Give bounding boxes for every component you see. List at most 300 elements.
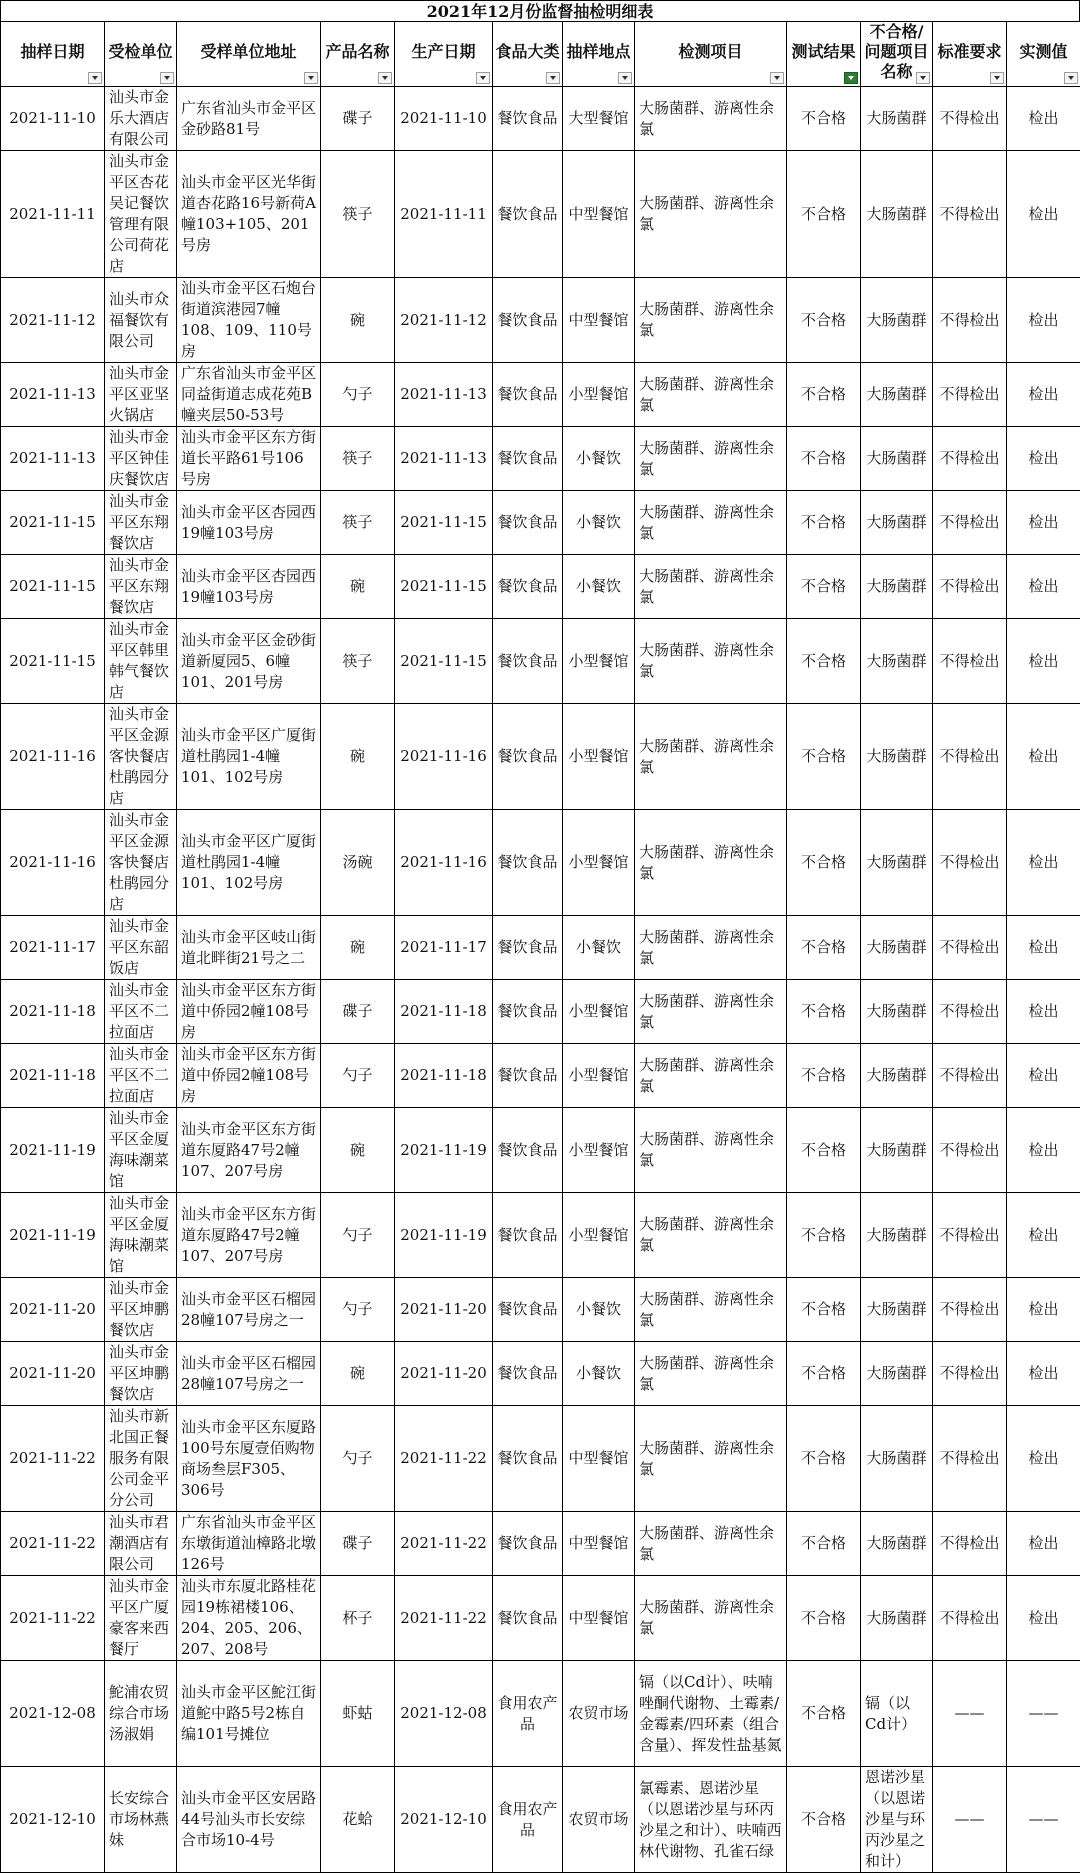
sampling-site-cell[interactable]: 小型餐馆	[563, 704, 635, 810]
test-items-cell[interactable]: 大肠菌群、游离性余氯	[635, 555, 787, 619]
inspected-unit-cell[interactable]: 汕头市金平区坤鹏餐饮店	[105, 1278, 177, 1342]
product-name-cell[interactable]: 勺子	[321, 1044, 395, 1108]
header-cell: 检测项目	[635, 22, 787, 87]
product-name-cell[interactable]: 筷子	[321, 151, 395, 278]
filter-dropdown-icon[interactable]	[304, 72, 318, 84]
production-date-cell[interactable]: 2021-11-16	[395, 704, 493, 810]
sampling-site-cell[interactable]: 小餐饮	[563, 1278, 635, 1342]
table-row	[1, 916, 1080, 980]
failed-item-cell[interactable]: 大肠菌群	[861, 1108, 933, 1193]
production-date-cell[interactable]: 2021-12-08	[395, 1661, 493, 1767]
test-items-cell[interactable]: 大肠菌群、游离性余氯	[635, 1108, 787, 1193]
header-cell: 生产日期	[395, 22, 493, 87]
standard-cell[interactable]: 不得检出	[933, 1512, 1007, 1576]
table-row	[1, 87, 1080, 151]
production-date-cell[interactable]: 2021-11-12	[395, 278, 493, 363]
inspected-unit-cell[interactable]: 汕头市金平区金源客快餐店杜鹃园分店	[105, 704, 177, 810]
product-name-cell[interactable]: 碟子	[321, 980, 395, 1044]
measured-value-cell[interactable]: 检出	[1007, 555, 1080, 619]
standard-cell[interactable]: 不得检出	[933, 1342, 1007, 1406]
sampling-site-cell[interactable]: 小餐饮	[563, 427, 635, 491]
address-cell[interactable]: 广东省汕头市金平区金砂路81号	[177, 87, 321, 151]
standard-cell[interactable]: ——	[933, 1661, 1007, 1767]
table-row	[1, 1193, 1080, 1278]
production-date-cell[interactable]: 2021-11-15	[395, 619, 493, 704]
product-name-cell[interactable]: 碟子	[321, 87, 395, 151]
sampling-site-cell[interactable]: 小餐饮	[563, 916, 635, 980]
failed-item-cell[interactable]: 大肠菌群	[861, 363, 933, 427]
test-items-cell[interactable]: 氯霉素、恩诺沙星（以恩诺沙星与环丙沙星之和计）、呋喃西林代谢物、孔雀石绿	[635, 1767, 787, 1873]
test-result-cell[interactable]: 不合格	[787, 555, 861, 619]
test-result-cell[interactable]: 不合格	[787, 1406, 861, 1512]
production-date-cell[interactable]: 2021-11-15	[395, 555, 493, 619]
sampling-site-cell[interactable]: 中型餐馆	[563, 151, 635, 278]
sampling-site-cell[interactable]: 小餐饮	[563, 555, 635, 619]
sampling-date-cell[interactable]: 2021-11-18	[1, 980, 105, 1044]
test-result-cell[interactable]: 不合格	[787, 810, 861, 916]
sampling-site-cell[interactable]: 大型餐馆	[563, 87, 635, 151]
standard-cell[interactable]: 不得检出	[933, 619, 1007, 704]
food-category-cell[interactable]: 餐饮食品	[493, 278, 563, 363]
failed-item-cell[interactable]: 大肠菌群	[861, 87, 933, 151]
address-cell[interactable]: 汕头市金平区光华街道杏花路16号新荷A幢103+105、201号房	[177, 151, 321, 278]
address-cell[interactable]: 广东省汕头市金平区东墩街道汕樟路北墩126号	[177, 1512, 321, 1576]
inspected-unit-cell[interactable]: 汕头市金平区东翔餐饮店	[105, 491, 177, 555]
test-result-cell[interactable]: 不合格	[787, 916, 861, 980]
product-name-cell[interactable]: 筷子	[321, 427, 395, 491]
test-items-cell[interactable]: 大肠菌群、游离性余氯	[635, 704, 787, 810]
sampling-date-cell[interactable]: 2021-11-20	[1, 1342, 105, 1406]
address-cell[interactable]: 汕头市金平区金砂街道新厦园5、6幢101、201号房	[177, 619, 321, 704]
test-items-cell[interactable]: 大肠菌群、游离性余氯	[635, 1512, 787, 1576]
address-cell[interactable]: 汕头市金平区东方街道中侨园2幢108号房	[177, 1044, 321, 1108]
filter-dropdown-icon[interactable]	[546, 72, 560, 84]
sampling-site-cell[interactable]: 小餐饮	[563, 491, 635, 555]
production-date-cell[interactable]: 2021-11-18	[395, 980, 493, 1044]
inspected-unit-cell[interactable]: 汕头市金平区不二拉面店	[105, 1044, 177, 1108]
production-date-cell[interactable]: 2021-11-11	[395, 151, 493, 278]
test-result-cell[interactable]: 不合格	[787, 1278, 861, 1342]
address-cell[interactable]: 广东省汕头市金平区同益街道志成花苑B幢夹层50-53号	[177, 363, 321, 427]
table-row	[1, 1108, 1080, 1193]
failed-item-cell[interactable]: 大肠菌群	[861, 1406, 933, 1512]
product-name-cell[interactable]: 筷子	[321, 491, 395, 555]
product-name-cell[interactable]: 碗	[321, 916, 395, 980]
production-date-cell[interactable]: 2021-11-13	[395, 363, 493, 427]
inspected-unit-cell[interactable]: 汕头市金平区钟佳庆餐饮店	[105, 427, 177, 491]
address-cell[interactable]: 汕头市金平区石榴园28幢107号房之一	[177, 1342, 321, 1406]
product-name-cell[interactable]: 碗	[321, 1108, 395, 1193]
sampling-date-cell[interactable]: 2021-12-10	[1, 1767, 105, 1873]
failed-item-cell[interactable]: 大肠菌群	[861, 810, 933, 916]
standard-cell[interactable]: 不得检出	[933, 1406, 1007, 1512]
address-cell[interactable]: 汕头市金平区东厦路100号东厦壹佰购物商场叁层F305、306号	[177, 1406, 321, 1512]
address-cell[interactable]: 汕头市东厦北路桂花园19栋裙楼106、204、205、206、207、208号	[177, 1576, 321, 1661]
table-row	[1, 1767, 1080, 1873]
table-row	[1, 704, 1080, 810]
food-category-cell[interactable]: 餐饮食品	[493, 916, 563, 980]
table-row	[1, 810, 1080, 916]
test-items-cell[interactable]: 大肠菌群、游离性余氯	[635, 1406, 787, 1512]
sampling-date-cell[interactable]: 2021-11-17	[1, 916, 105, 980]
production-date-cell[interactable]: 2021-11-22	[395, 1512, 493, 1576]
sampling-site-cell[interactable]: 小型餐馆	[563, 980, 635, 1044]
food-category-cell[interactable]: 餐饮食品	[493, 555, 563, 619]
sampling-site-cell[interactable]: 小型餐馆	[563, 619, 635, 704]
production-date-cell[interactable]: 2021-11-17	[395, 916, 493, 980]
address-cell[interactable]: 汕头市金平区鮀江街道鮀中路5号2栋自编101号摊位	[177, 1661, 321, 1767]
food-category-cell[interactable]: 餐饮食品	[493, 810, 563, 916]
food-category-cell[interactable]: 餐饮食品	[493, 1278, 563, 1342]
test-items-cell[interactable]: 大肠菌群、游离性余氯	[635, 278, 787, 363]
food-category-cell[interactable]: 餐饮食品	[493, 1576, 563, 1661]
failed-item-cell[interactable]: 大肠菌群	[861, 427, 933, 491]
test-items-cell[interactable]: 大肠菌群、游离性余氯	[635, 980, 787, 1044]
measured-value-cell[interactable]: 检出	[1007, 1108, 1080, 1193]
failed-item-cell[interactable]: 大肠菌群	[861, 491, 933, 555]
filter-dropdown-icon[interactable]	[378, 72, 392, 84]
inspected-unit-cell[interactable]: 鮀浦农贸综合市场汤淑娟	[105, 1661, 177, 1767]
header-cell: 食品大类	[493, 22, 563, 87]
sampling-site-cell[interactable]: 小型餐馆	[563, 363, 635, 427]
failed-item-cell[interactable]: 大肠菌群	[861, 278, 933, 363]
sampling-site-cell[interactable]: 中型餐馆	[563, 1576, 635, 1661]
test-result-cell[interactable]: 不合格	[787, 1661, 861, 1767]
test-result-cell[interactable]: 不合格	[787, 278, 861, 363]
sampling-date-cell[interactable]: 2021-11-16	[1, 704, 105, 810]
sampling-date-cell[interactable]: 2021-11-19	[1, 1108, 105, 1193]
measured-value-cell[interactable]: 检出	[1007, 916, 1080, 980]
test-result-cell[interactable]: 不合格	[787, 980, 861, 1044]
test-items-cell[interactable]: 大肠菌群、游离性余氯	[635, 427, 787, 491]
product-name-cell[interactable]: 汤碗	[321, 810, 395, 916]
standard-cell[interactable]: 不得检出	[933, 916, 1007, 980]
failed-item-cell[interactable]: 镉（以Cd计）	[861, 1661, 933, 1767]
sampling-date-cell[interactable]: 2021-11-16	[1, 810, 105, 916]
failed-item-cell[interactable]: 大肠菌群	[861, 1512, 933, 1576]
test-result-cell[interactable]: 不合格	[787, 427, 861, 491]
test-items-cell[interactable]: 大肠菌群、游离性余氯	[635, 491, 787, 555]
measured-value-cell[interactable]: ——	[1007, 1767, 1080, 1873]
food-category-cell[interactable]: 餐饮食品	[493, 1044, 563, 1108]
table-row	[1, 1278, 1080, 1342]
address-cell[interactable]: 汕头市金平区安居路44号汕头市长安综合市场10-4号	[177, 1767, 321, 1873]
food-category-cell[interactable]: 餐饮食品	[493, 619, 563, 704]
failed-item-cell[interactable]: 大肠菌群	[861, 1576, 933, 1661]
failed-item-cell[interactable]: 大肠菌群	[861, 1044, 933, 1108]
sampling-date-cell[interactable]: 2021-11-15	[1, 491, 105, 555]
test-items-cell[interactable]: 大肠菌群、游离性余氯	[635, 810, 787, 916]
sampling-date-cell[interactable]: 2021-11-12	[1, 278, 105, 363]
table-row	[1, 980, 1080, 1044]
sampling-date-cell[interactable]: 2021-11-10	[1, 87, 105, 151]
production-date-cell[interactable]: 2021-11-16	[395, 810, 493, 916]
table-row	[1, 619, 1080, 704]
sampling-date-cell[interactable]: 2021-11-18	[1, 1044, 105, 1108]
inspected-unit-cell[interactable]: 汕头市金平区金源客快餐店杜鹃园分店	[105, 810, 177, 916]
table-row	[1, 491, 1080, 555]
production-date-cell[interactable]: 2021-11-22	[395, 1406, 493, 1512]
filter-dropdown-icon[interactable]	[1064, 72, 1078, 84]
test-result-cell[interactable]: 不合格	[787, 1193, 861, 1278]
inspected-unit-cell[interactable]: 汕头市君潮酒店有限公司	[105, 1512, 177, 1576]
sampling-date-cell[interactable]: 2021-11-22	[1, 1406, 105, 1512]
inspected-unit-cell[interactable]: 汕头市金平区东韶饭店	[105, 916, 177, 980]
standard-cell[interactable]: 不得检出	[933, 363, 1007, 427]
production-date-cell[interactable]: 2021-11-15	[395, 491, 493, 555]
sampling-site-cell[interactable]: 小餐饮	[563, 1342, 635, 1406]
test-result-cell[interactable]: 不合格	[787, 151, 861, 278]
production-date-cell[interactable]: 2021-11-22	[395, 1576, 493, 1661]
product-name-cell[interactable]: 勺子	[321, 363, 395, 427]
food-category-cell[interactable]: 餐饮食品	[493, 1406, 563, 1512]
test-result-cell[interactable]: 不合格	[787, 1512, 861, 1576]
food-category-cell[interactable]: 餐饮食品	[493, 151, 563, 278]
filter-dropdown-icon[interactable]	[990, 72, 1004, 84]
measured-value-cell[interactable]: 检出	[1007, 1576, 1080, 1661]
failed-item-cell[interactable]: 大肠菌群	[861, 1193, 933, 1278]
standard-cell[interactable]: 不得检出	[933, 87, 1007, 151]
inspected-unit-cell[interactable]: 汕头市金乐大酒店有限公司	[105, 87, 177, 151]
failed-item-cell[interactable]: 大肠菌群	[861, 704, 933, 810]
product-name-cell[interactable]: 虾蛄	[321, 1661, 395, 1767]
test-items-cell[interactable]: 大肠菌群、游离性余氯	[635, 1278, 787, 1342]
measured-value-cell[interactable]: 检出	[1007, 1512, 1080, 1576]
table-row	[1, 1406, 1080, 1512]
sampling-site-cell[interactable]: 中型餐馆	[563, 1406, 635, 1512]
standard-cell[interactable]: 不得检出	[933, 1278, 1007, 1342]
failed-item-cell[interactable]: 大肠菌群	[861, 619, 933, 704]
test-result-cell[interactable]: 不合格	[787, 363, 861, 427]
standard-cell[interactable]: ——	[933, 1767, 1007, 1873]
product-name-cell[interactable]: 筷子	[321, 619, 395, 704]
test-items-cell[interactable]: 大肠菌群、游离性余氯	[635, 916, 787, 980]
food-category-cell[interactable]: 食用农产品	[493, 1767, 563, 1873]
test-result-cell[interactable]: 不合格	[787, 1108, 861, 1193]
test-items-cell[interactable]: 大肠菌群、游离性余氯	[635, 1193, 787, 1278]
measured-value-cell[interactable]: 检出	[1007, 427, 1080, 491]
measured-value-cell[interactable]: 检出	[1007, 1044, 1080, 1108]
standard-cell[interactable]: 不得检出	[933, 704, 1007, 810]
table-row	[1, 278, 1080, 363]
filter-dropdown-icon[interactable]	[88, 72, 102, 84]
inspected-unit-cell[interactable]: 汕头市众福餐饮有限公司	[105, 278, 177, 363]
sampling-date-cell[interactable]: 2021-11-20	[1, 1278, 105, 1342]
address-cell[interactable]: 汕头市金平区广厦街道杜鹃园1-4幢101、102号房	[177, 704, 321, 810]
test-result-cell[interactable]: 不合格	[787, 87, 861, 151]
filter-dropdown-icon[interactable]	[618, 72, 632, 84]
sampling-date-cell[interactable]: 2021-11-13	[1, 427, 105, 491]
production-date-cell[interactable]: 2021-11-19	[395, 1193, 493, 1278]
test-items-cell[interactable]: 大肠菌群、游离性余氯	[635, 1044, 787, 1108]
header-cell: 受样单位地址	[177, 22, 321, 87]
address-cell[interactable]: 汕头市金平区石炮台街道滨港园7幢108、109、110号房	[177, 278, 321, 363]
address-cell[interactable]: 汕头市金平区杏园西19幢103号房	[177, 555, 321, 619]
inspected-unit-cell[interactable]: 汕头市金平区韩里韩气餐饮店	[105, 619, 177, 704]
food-category-cell[interactable]: 餐饮食品	[493, 491, 563, 555]
inspected-unit-cell[interactable]: 汕头市金平区杏花吴记餐饮管理有限公司荷花店	[105, 151, 177, 278]
measured-value-cell[interactable]: 检出	[1007, 980, 1080, 1044]
measured-value-cell[interactable]: 检出	[1007, 1193, 1080, 1278]
standard-cell[interactable]: 不得检出	[933, 151, 1007, 278]
sampling-date-cell[interactable]: 2021-11-13	[1, 363, 105, 427]
sampling-site-cell[interactable]: 小型餐馆	[563, 1044, 635, 1108]
sampling-site-cell[interactable]: 小型餐馆	[563, 810, 635, 916]
sampling-date-cell[interactable]: 2021-11-15	[1, 619, 105, 704]
test-result-cell[interactable]: 不合格	[787, 1767, 861, 1873]
test-items-cell[interactable]: 大肠菌群、游离性余氯	[635, 151, 787, 278]
inspected-unit-cell[interactable]: 汕头市金平区广厦豪客来西餐厅	[105, 1576, 177, 1661]
standard-cell[interactable]: 不得检出	[933, 278, 1007, 363]
table-row	[1, 427, 1080, 491]
test-items-cell[interactable]: 大肠菌群、游离性余氯	[635, 619, 787, 704]
measured-value-cell[interactable]: 检出	[1007, 278, 1080, 363]
address-cell[interactable]: 汕头市金平区杏园西19幢103号房	[177, 491, 321, 555]
test-items-cell[interactable]: 大肠菌群、游离性余氯	[635, 1342, 787, 1406]
filter-dropdown-icon[interactable]	[160, 72, 174, 84]
measured-value-cell[interactable]: 检出	[1007, 151, 1080, 278]
header-cell: 产品名称	[321, 22, 395, 87]
standard-cell[interactable]: 不得检出	[933, 1193, 1007, 1278]
header-cell: 实测值	[1007, 22, 1080, 87]
sampling-site-cell[interactable]: 小型餐馆	[563, 1108, 635, 1193]
failed-item-cell[interactable]: 大肠菌群	[861, 1278, 933, 1342]
food-category-cell[interactable]: 餐饮食品	[493, 1512, 563, 1576]
product-name-cell[interactable]: 杯子	[321, 1576, 395, 1661]
inspected-unit-cell[interactable]: 汕头市金平区不二拉面店	[105, 980, 177, 1044]
address-cell[interactable]: 汕头市金平区东方街道东厦路47号2幢107、207号房	[177, 1108, 321, 1193]
product-name-cell[interactable]: 碟子	[321, 1512, 395, 1576]
production-date-cell[interactable]: 2021-11-13	[395, 427, 493, 491]
sampling-site-cell[interactable]: 中型餐馆	[563, 278, 635, 363]
product-name-cell[interactable]: 花蛤	[321, 1767, 395, 1873]
production-date-cell[interactable]: 2021-11-20	[395, 1278, 493, 1342]
address-cell[interactable]: 汕头市金平区岐山街道北畔街21号之二	[177, 916, 321, 980]
address-cell[interactable]: 汕头市金平区石榴园28幢107号房之一	[177, 1278, 321, 1342]
failed-item-cell[interactable]: 大肠菌群	[861, 555, 933, 619]
product-name-cell[interactable]: 碗	[321, 555, 395, 619]
measured-value-cell[interactable]: 检出	[1007, 1406, 1080, 1512]
product-name-cell[interactable]: 勺子	[321, 1193, 395, 1278]
sampling-date-cell[interactable]: 2021-11-11	[1, 151, 105, 278]
food-category-cell[interactable]: 餐饮食品	[493, 1193, 563, 1278]
production-date-cell[interactable]: 2021-11-20	[395, 1342, 493, 1406]
test-items-cell[interactable]: 大肠菌群、游离性余氯	[635, 363, 787, 427]
table-row	[1, 1342, 1080, 1406]
food-category-cell[interactable]: 餐饮食品	[493, 427, 563, 491]
inspected-unit-cell[interactable]: 汕头市金平区东翔餐饮店	[105, 555, 177, 619]
measured-value-cell[interactable]: 检出	[1007, 704, 1080, 810]
food-category-cell[interactable]: 餐饮食品	[493, 980, 563, 1044]
measured-value-cell[interactable]: ——	[1007, 1661, 1080, 1767]
standard-cell[interactable]: 不得检出	[933, 1044, 1007, 1108]
test-result-cell[interactable]: 不合格	[787, 619, 861, 704]
test-items-cell[interactable]: 大肠菌群、游离性余氯	[635, 87, 787, 151]
filter-dropdown-icon[interactable]	[916, 72, 930, 84]
failed-item-cell[interactable]: 大肠菌群	[861, 1342, 933, 1406]
food-category-cell[interactable]: 餐饮食品	[493, 87, 563, 151]
product-name-cell[interactable]: 勺子	[321, 1278, 395, 1342]
failed-item-cell[interactable]: 大肠菌群	[861, 916, 933, 980]
measured-value-cell[interactable]: 检出	[1007, 619, 1080, 704]
standard-cell[interactable]: 不得检出	[933, 427, 1007, 491]
sampling-site-cell[interactable]: 中型餐馆	[563, 1512, 635, 1576]
production-date-cell[interactable]: 2021-11-10	[395, 87, 493, 151]
sampling-date-cell[interactable]: 2021-11-22	[1, 1512, 105, 1576]
product-name-cell[interactable]: 碗	[321, 278, 395, 363]
product-name-cell[interactable]: 碗	[321, 1342, 395, 1406]
sampling-site-cell[interactable]: 农贸市场	[563, 1767, 635, 1873]
address-cell[interactable]: 汕头市金平区广厦街道杜鹃园1-4幢101、102号房	[177, 810, 321, 916]
measured-value-cell[interactable]: 检出	[1007, 810, 1080, 916]
sampling-site-cell[interactable]: 农贸市场	[563, 1661, 635, 1767]
test-result-cell[interactable]: 不合格	[787, 491, 861, 555]
production-date-cell[interactable]: 2021-11-18	[395, 1044, 493, 1108]
food-category-cell[interactable]: 餐饮食品	[493, 704, 563, 810]
failed-item-cell[interactable]: 大肠菌群	[861, 980, 933, 1044]
test-result-cell[interactable]: 不合格	[787, 1044, 861, 1108]
test-items-cell[interactable]: 镉（以Cd计）、呋喃唑酮代谢物、土霉素/金霉素/四环素（组合含量）、挥发性盐基氮	[635, 1661, 787, 1767]
product-name-cell[interactable]: 勺子	[321, 1406, 395, 1512]
inspected-unit-cell[interactable]: 长安综合市场林燕妹	[105, 1767, 177, 1873]
measured-value-cell[interactable]: 检出	[1007, 1342, 1080, 1406]
address-cell[interactable]: 汕头市金平区东方街道东厦路47号2幢107、207号房	[177, 1193, 321, 1278]
test-result-cell[interactable]: 不合格	[787, 704, 861, 810]
measured-value-cell[interactable]: 检出	[1007, 1278, 1080, 1342]
inspected-unit-cell[interactable]: 汕头市金平区金厦海味潮菜馆	[105, 1193, 177, 1278]
failed-item-cell[interactable]: 大肠菌群	[861, 151, 933, 278]
food-category-cell[interactable]: 餐饮食品	[493, 363, 563, 427]
standard-cell[interactable]: 不得检出	[933, 1576, 1007, 1661]
address-cell[interactable]: 汕头市金平区东方街道中侨园2幢108号房	[177, 980, 321, 1044]
address-cell[interactable]: 汕头市金平区东方街道长平路61号106号房	[177, 427, 321, 491]
sampling-date-cell[interactable]: 2021-12-08	[1, 1661, 105, 1767]
food-category-cell[interactable]: 餐饮食品	[493, 1108, 563, 1193]
standard-cell[interactable]: 不得检出	[933, 980, 1007, 1044]
food-category-cell[interactable]: 食用农产品	[493, 1661, 563, 1767]
filter-dropdown-icon[interactable]	[476, 72, 490, 84]
filter-dropdown-icon[interactable]	[770, 72, 784, 84]
food-category-cell[interactable]: 餐饮食品	[493, 1342, 563, 1406]
header-cell: 抽样地点	[563, 22, 635, 87]
sampling-site-cell[interactable]: 小型餐馆	[563, 1193, 635, 1278]
standard-cell[interactable]: 不得检出	[933, 1108, 1007, 1193]
product-name-cell[interactable]: 碗	[321, 704, 395, 810]
production-date-cell[interactable]: 2021-11-19	[395, 1108, 493, 1193]
failed-item-cell[interactable]: 恩诺沙星（以恩诺沙星与环丙沙星之和计）	[861, 1767, 933, 1873]
header-cell: 受检单位	[105, 22, 177, 87]
production-date-cell[interactable]: 2021-12-10	[395, 1767, 493, 1873]
inspected-unit-cell[interactable]: 汕头市金平区金厦海味潮菜馆	[105, 1108, 177, 1193]
standard-cell[interactable]: 不得检出	[933, 810, 1007, 916]
test-items-cell[interactable]: 大肠菌群、游离性余氯	[635, 1576, 787, 1661]
inspected-unit-cell[interactable]: 汕头市金平区亚坚火锅店	[105, 363, 177, 427]
inspected-unit-cell[interactable]: 汕头市金平区坤鹏餐饮店	[105, 1342, 177, 1406]
measured-value-cell[interactable]: 检出	[1007, 363, 1080, 427]
measured-value-cell[interactable]: 检出	[1007, 87, 1080, 151]
inspected-unit-cell[interactable]: 汕头市新北国正餐服务有限公司金平分公司	[105, 1406, 177, 1512]
table-row	[1, 555, 1080, 619]
measured-value-cell[interactable]: 检出	[1007, 491, 1080, 555]
standard-cell[interactable]: 不得检出	[933, 555, 1007, 619]
test-result-cell[interactable]: 不合格	[787, 1342, 861, 1406]
sampling-date-cell[interactable]: 2021-11-15	[1, 555, 105, 619]
sampling-date-cell[interactable]: 2021-11-22	[1, 1576, 105, 1661]
test-result-cell[interactable]: 不合格	[787, 1576, 861, 1661]
sampling-date-cell[interactable]: 2021-11-19	[1, 1193, 105, 1278]
filter-active-icon[interactable]	[844, 72, 858, 84]
standard-cell[interactable]: 不得检出	[933, 491, 1007, 555]
